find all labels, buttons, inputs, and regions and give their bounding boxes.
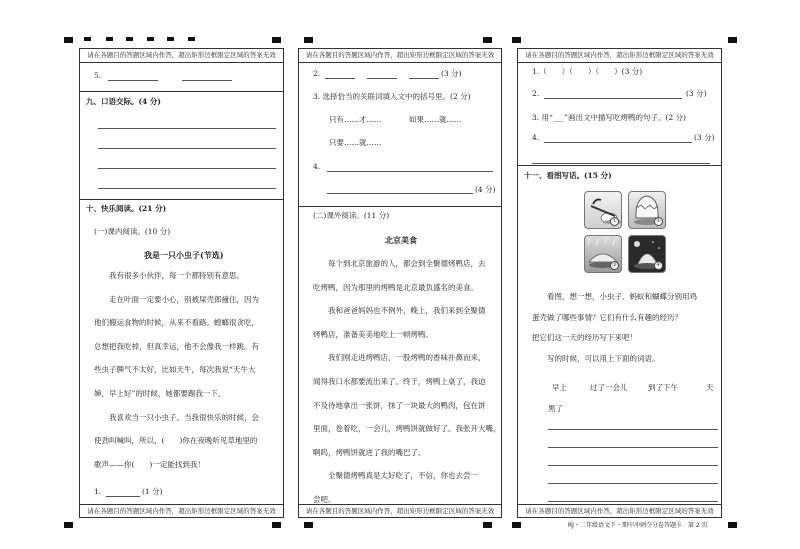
article-title: 北京美食: [385, 235, 417, 245]
article-line: 闻得我口水都要流出来了。终于，烤鸭上桌了，我迫: [313, 376, 486, 386]
answer-blank[interactable]: [108, 80, 158, 81]
article-line: 我们刚走进烤鸭店，一股烤鸭的香味扑鼻而来，: [328, 353, 486, 363]
hint-word: 天: [706, 383, 714, 392]
connective-option: 只有……才……: [329, 115, 382, 124]
picture-2: [628, 191, 666, 229]
story-title: 我是一只小虫子(节选): [144, 250, 224, 260]
question-4-label: 4.: [532, 133, 540, 142]
corner-mark: [512, 37, 521, 43]
answer-column-3: [517, 48, 722, 518]
article-text: [313, 252, 501, 512]
answer-line[interactable]: [327, 193, 473, 194]
reading-subsection-2: (二)课外阅读。(11 分): [313, 211, 390, 220]
answer-blank[interactable]: [409, 78, 439, 79]
answer-line[interactable]: [98, 168, 276, 169]
article-line: 全聚德烤鸭真是太好吃了，不信，你也去尝一: [328, 471, 478, 481]
question-2-label: 2.: [313, 69, 321, 78]
question-3-label: 3. 选择恰当的关联词填入文中的括号里。(2 分): [313, 92, 471, 101]
footer-note: 请在各题目的答题区域内作答，超出矩形边框限定区域的答案无效: [518, 504, 721, 517]
hint-word: 黑了: [548, 404, 563, 413]
timing-mark: [84, 37, 91, 41]
section-divider: [518, 165, 721, 166]
picture-number: ④: [654, 261, 663, 270]
writing-line[interactable]: [548, 483, 718, 484]
story-line: 走在叶面一定要小心，别被屎壳郎撞住，因为: [109, 294, 259, 304]
answer-blank[interactable]: [106, 496, 140, 497]
corner-mark: [728, 522, 737, 528]
answer-line[interactable]: [544, 142, 692, 143]
corner-mark: [272, 522, 281, 528]
picture-number: ③: [610, 261, 619, 270]
writing-line[interactable]: [548, 447, 718, 448]
question-3-label: 3. 用“___”画出文中描写吃烤鸭的句子。(2 分): [532, 113, 686, 122]
answer-line[interactable]: [98, 148, 276, 149]
article-line: 我和爸爸妈妈也不例外，晚上，我们来到全聚德: [328, 306, 486, 316]
picture-number: ②: [654, 217, 663, 226]
article-line: 啊呜，烤鸭饼就进了我的嘴巴了。: [313, 447, 426, 457]
question-5-label: 5.: [94, 71, 102, 80]
answer-line[interactable]: [98, 188, 276, 189]
hint-word: 早上: [552, 383, 567, 392]
corner-mark: [512, 522, 521, 528]
corner-mark: [64, 37, 73, 43]
corner-mark: [272, 37, 281, 43]
story-line: 歌声——你( )一定能找到我！: [94, 459, 205, 469]
timing-mark: [167, 37, 174, 41]
article-line: 不及待地拿出一张饼，抹了一块最大的鸭肉，包在饼: [313, 400, 486, 410]
prompt-line: 蛋壳做了哪些事情？它们有什么有趣的经历？: [532, 312, 682, 322]
story-line: 他们搬运食物的时候，从来不看路。螳螂很贪吃，: [94, 318, 259, 328]
answer-blank[interactable]: [325, 78, 355, 79]
header-note: 请在各题目的答题区域内作答，超出矩形边框限定区域的答案无效: [518, 49, 721, 63]
footer-note: 请在各题目的答题区域内作答，超出矩形边框限定区域的答案无效: [299, 504, 501, 517]
corner-mark: [483, 37, 492, 43]
question-4-label: 4.: [313, 162, 321, 171]
picture-4: [628, 235, 666, 273]
article-line: 每个到北京旅游的人，都会到全聚德烤鸭店，去: [328, 259, 486, 268]
answer-line[interactable]: [327, 171, 493, 172]
writing-line[interactable]: [548, 501, 718, 502]
hint-word: 到了下午: [648, 383, 678, 392]
answer-blank[interactable]: [182, 80, 232, 81]
prompt-line: 看图，想一想，小虫子、蚂蚁和蝴蝶分别用鸡: [547, 292, 697, 301]
story-line: 使劲叫喊叫，所以，( )你在夜晚听见草地里的: [94, 436, 258, 446]
timing-mark: [188, 37, 195, 41]
answer-blank[interactable]: [367, 78, 397, 79]
question-1-label: 1.: [94, 487, 102, 496]
writing-line[interactable]: [548, 429, 718, 430]
section-divider: [80, 199, 283, 200]
article-line: 吃烤鸭，因为那里的烤鸭是北京最负盛名的美食。: [313, 282, 478, 292]
article-line: 里面，卷着吃，一会儿，烤鸭饼就做好了。我张开大嘴，: [313, 424, 501, 434]
section-divider: [80, 91, 283, 92]
story-text: [94, 264, 259, 476]
article-line: 尝吧。: [313, 494, 336, 504]
writing-prompt: [532, 287, 697, 369]
prompt-line: 写的时候，可以用上下面的词语。: [547, 353, 660, 363]
connective-option: 只要……就……: [329, 138, 382, 147]
corner-mark: [64, 522, 73, 528]
connective-option: 如果……就……: [409, 115, 462, 124]
section-divider: [299, 206, 501, 207]
header-note: 请在各题目的答题区域内作答，超出矩形边框限定区域的答案无效: [299, 49, 501, 63]
section-9-title: 九、口语交际。(4 分): [86, 97, 161, 106]
footer-note: 请在各题目的答题区域内作答，超出矩形边框限定区域的答案无效: [80, 504, 283, 517]
section-11-title: 十一、看图写话。(15 分): [524, 171, 612, 180]
answer-line[interactable]: [544, 98, 682, 99]
page-footer: RJ・二年级语文下・期中冲刺夺分卷答题卡 第 2 页: [568, 522, 708, 529]
picture-3: [584, 235, 622, 273]
section-10-title: 十、快乐阅读。(21 分): [86, 204, 167, 213]
question-4-score: (4 分): [475, 185, 496, 194]
corner-mark: [483, 522, 492, 528]
writing-line[interactable]: [548, 465, 718, 466]
hint-word: 过了一会儿: [590, 383, 628, 392]
answer-line[interactable]: [532, 163, 710, 164]
story-line: 我有很多小伙伴，每一个都特别有意思。: [109, 271, 244, 280]
story-line: 我喜欢当一只小虫子。当我很快乐的时候，会: [109, 412, 259, 422]
answer-column-1: [79, 48, 284, 518]
corner-mark: [728, 37, 737, 43]
question-2-label: 2.: [532, 89, 540, 98]
story-line: 婶，早上好”的时候，她都要踢我一下。: [94, 388, 226, 398]
question-1-label: 1.（ ）（ ）（ ）(3 分): [532, 67, 643, 76]
timing-mark: [147, 37, 154, 41]
story-line: 些虫子脾气不太好，比如天牛，每次我说“天牛大: [94, 365, 256, 375]
answer-line[interactable]: [98, 128, 276, 129]
corner-mark: [304, 37, 313, 43]
timing-mark: [106, 37, 113, 41]
question-4-score: (3 分): [694, 133, 715, 142]
corner-mark: [304, 522, 313, 528]
picture-number: ①: [610, 217, 619, 226]
picture-1: [584, 191, 622, 229]
answer-column-2: [298, 48, 502, 518]
prompt-line: 把它们这一天的经历写下来吧！: [532, 333, 637, 342]
question-2-score: (3 分): [686, 89, 707, 98]
timing-mark: [126, 37, 133, 41]
article-line: 烤鸭店，准备美美地吃上一顿烤鸭。: [313, 329, 433, 339]
header-note: 请在各题目的答题区域内作答，超出矩形边框限定区域的答案无效: [80, 49, 283, 63]
reading-subsection-1: (一)课内阅读。(10 分): [94, 227, 171, 236]
question-1-score: (1 分): [142, 487, 163, 496]
question-2-score: (3 分): [441, 69, 462, 78]
story-line: 总想把我吃掉，但真幸运，他不会像我一样跳。有: [94, 341, 259, 351]
